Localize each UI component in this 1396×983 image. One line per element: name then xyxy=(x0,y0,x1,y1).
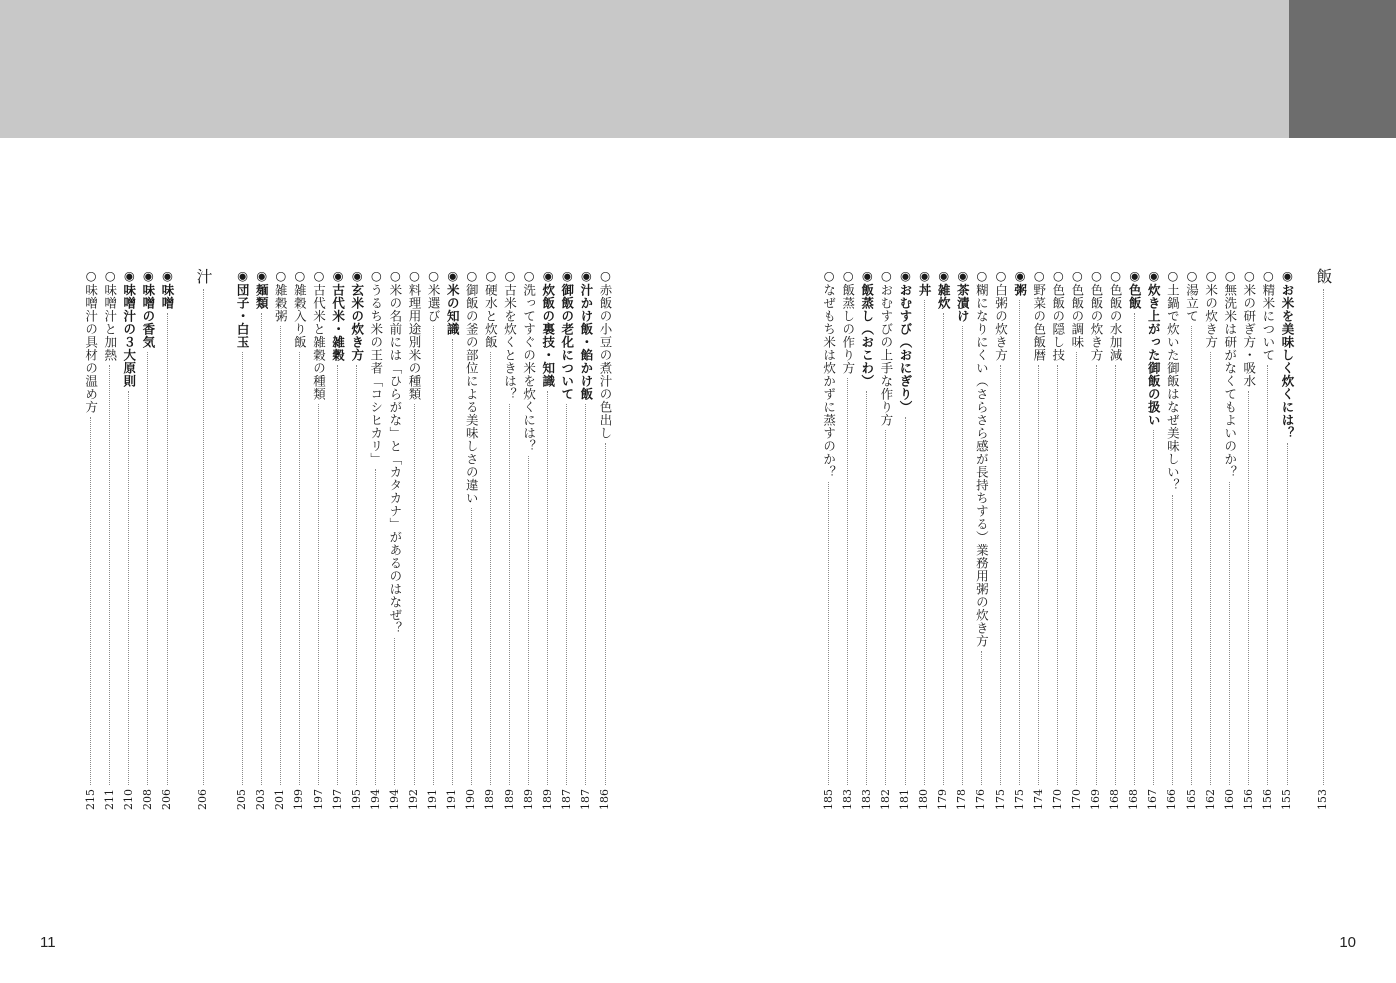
entry-title: ○古米を炊くときは？ xyxy=(502,268,518,401)
page-ref: 189 xyxy=(502,789,516,810)
dot-leader xyxy=(90,417,91,786)
page-ref: 215 xyxy=(83,789,97,810)
dot-leader xyxy=(337,365,338,786)
page-ref: 179 xyxy=(936,789,950,810)
toc-entry xyxy=(310,268,328,810)
entry-title: ○色飯の水加減 xyxy=(1108,268,1124,362)
dot-leader xyxy=(280,326,281,786)
toc-entry xyxy=(1240,268,1258,810)
toc-entry xyxy=(972,268,990,810)
entry-title: ◉汁かけ飯・餡かけ飯 xyxy=(578,268,594,401)
toc-entry xyxy=(520,268,538,810)
toc-entry xyxy=(1183,268,1201,810)
page-number-right: 10 xyxy=(1339,934,1356,951)
entry-title: ◉粥 xyxy=(1012,268,1028,297)
page-ref: 186 xyxy=(598,789,611,810)
top-band xyxy=(0,0,1396,138)
page-ref: 189 xyxy=(521,789,535,810)
toc-entry xyxy=(424,268,442,810)
toc-entry xyxy=(539,268,557,810)
entry-title: ○色飯の炊き方 xyxy=(1089,268,1104,362)
entry-title: ◉飯蒸し（おこわ） xyxy=(859,268,875,388)
dot-leader xyxy=(394,638,395,786)
dot-leader xyxy=(128,391,129,786)
entry-title: ○硬水と炊飯 xyxy=(483,268,499,349)
entry-title: ◉茶漬け xyxy=(955,268,971,323)
dot-leader xyxy=(866,391,867,786)
dot-leader xyxy=(962,326,963,786)
page-ref: 208 xyxy=(140,789,154,810)
entry-title: ○白粥の炊き方 xyxy=(993,268,1009,362)
entry-title: ◉御飯の老化について xyxy=(559,268,575,401)
dot-leader xyxy=(585,404,586,786)
entry-title: ◉色飯 xyxy=(1127,268,1143,310)
page-ref: 168 xyxy=(1108,789,1122,810)
page-ref: 156 xyxy=(1260,789,1274,810)
page-ref: 174 xyxy=(1031,789,1045,810)
entry-title: ◉玄米の炊き方 xyxy=(349,268,365,362)
toc-entry xyxy=(1202,268,1220,810)
toc-entry xyxy=(596,268,614,810)
page-ref: 187 xyxy=(559,789,573,810)
dot-leader xyxy=(1115,365,1116,786)
dot-leader xyxy=(509,404,510,786)
page-ref: 195 xyxy=(349,789,363,810)
toc-entry xyxy=(1125,268,1143,810)
page-ref: 170 xyxy=(1069,789,1083,810)
page-ref: 191 xyxy=(426,789,440,810)
toc-entry xyxy=(101,268,119,810)
dot-leader xyxy=(1096,365,1097,786)
page-ref: 155 xyxy=(1280,789,1293,810)
entry-title: ◉味噌の香気 xyxy=(140,268,156,349)
toc-entry xyxy=(1087,268,1105,810)
page-ref: 182 xyxy=(878,789,892,810)
dot-leader xyxy=(261,313,262,786)
dot-leader xyxy=(318,404,319,786)
dot-leader xyxy=(167,313,168,786)
toc-entry xyxy=(501,268,519,810)
page-ref: 194 xyxy=(387,789,401,810)
dot-leader xyxy=(414,404,415,786)
dot-leader xyxy=(1019,300,1020,786)
dot-leader xyxy=(943,313,944,786)
entry-title: ○飯蒸しの作り方 xyxy=(840,268,856,375)
toc-entry xyxy=(386,268,404,810)
page-ref: 189 xyxy=(483,789,497,810)
page-ref: 197 xyxy=(311,789,325,810)
toc-entry xyxy=(558,268,576,810)
page-ref: 153 xyxy=(1316,789,1329,810)
dot-leader xyxy=(1210,352,1211,786)
toc-entry xyxy=(934,268,952,810)
entry-title: ○米選び xyxy=(426,268,442,323)
page-ref: 170 xyxy=(1050,789,1064,810)
entry-title: ○米の研ぎ方・吸水 xyxy=(1241,268,1257,388)
toc-entry xyxy=(1106,268,1124,810)
dot-leader xyxy=(109,365,110,786)
page-ref: 206 xyxy=(160,789,173,810)
entry-title: ○料理用途別米の種類 xyxy=(407,268,422,401)
toc-entry xyxy=(462,268,480,810)
page-ref: 190 xyxy=(464,789,478,810)
page-ref: 183 xyxy=(840,789,854,810)
entry-title: ○古代米と雑穀の種類 xyxy=(311,268,327,401)
section-title: 飯 xyxy=(1314,268,1333,286)
section-heading-soup xyxy=(194,268,212,810)
entry-title: ○御飯の釜の部位による美味しさの違い xyxy=(464,268,480,505)
entry-title: ○雑穀粥 xyxy=(273,268,289,323)
entry-title: ◉味噌汁の３大原則 xyxy=(121,268,137,388)
toc-entry xyxy=(120,268,138,810)
toc-entry xyxy=(139,268,157,810)
dot-leader xyxy=(885,430,886,786)
dot-leader xyxy=(847,378,848,786)
page-ref: 169 xyxy=(1089,789,1102,810)
toc-entry xyxy=(443,268,461,810)
page-ref: 191 xyxy=(445,789,459,810)
dot-leader xyxy=(433,326,434,786)
toc-entry xyxy=(481,268,499,810)
dot-leader xyxy=(905,417,906,786)
page-ref: 203 xyxy=(254,789,268,810)
page-ref: 206 xyxy=(196,789,209,810)
toc-entry xyxy=(992,268,1010,810)
page-ref: 175 xyxy=(993,789,1007,810)
toc-entry xyxy=(877,268,895,810)
toc-entry xyxy=(839,268,857,810)
entry-title: ◉味噌 xyxy=(160,268,175,310)
page-ref: 167 xyxy=(1146,789,1160,810)
page-ref: 192 xyxy=(407,789,420,810)
entry-title: ◉丼 xyxy=(917,268,933,297)
toc-entry xyxy=(1068,268,1086,810)
toc-entry xyxy=(1049,268,1067,810)
dot-leader xyxy=(1057,365,1058,786)
page-ref: 165 xyxy=(1184,789,1198,810)
dot-leader xyxy=(1134,313,1135,786)
dot-leader xyxy=(490,352,491,786)
entry-title: ○なぜもち米は炊かずに蒸すのか？ xyxy=(821,268,837,479)
page-number-left: 11 xyxy=(40,934,56,951)
dot-leader xyxy=(528,456,529,786)
dot-leader xyxy=(1248,391,1249,786)
entry-title: ○土鍋で炊いた御飯はなぜ美味しい？ xyxy=(1165,268,1181,492)
dot-leader xyxy=(147,352,148,786)
entry-title: ○米の炊き方 xyxy=(1203,268,1219,349)
toc-entry xyxy=(915,268,933,810)
page-ref: 160 xyxy=(1222,789,1236,810)
dot-leader xyxy=(242,352,243,786)
section-heading-rice xyxy=(1314,268,1332,810)
dot-leader xyxy=(828,482,829,786)
dot-leader xyxy=(1076,352,1077,786)
dot-leader xyxy=(471,508,472,786)
dot-leader xyxy=(1229,482,1230,786)
entry-title: ○糊になりにくい（さらさら感が長持ちする）業務用粥の炊き方 xyxy=(974,268,990,648)
page-ref: 175 xyxy=(1012,789,1026,810)
entry-title: ◉お米を美味しく炊くには？ xyxy=(1280,268,1295,440)
toc-entry xyxy=(1259,268,1277,810)
entry-title: ○野菜の色飯暦 xyxy=(1031,268,1047,362)
toc-entry xyxy=(271,268,289,810)
entry-title: ◉おむすび（おにぎり） xyxy=(898,268,913,414)
dot-leader xyxy=(375,469,376,786)
entry-title: ○米の名前には「ひらがな」と「カタカナ」があるのはなぜ？ xyxy=(387,268,403,635)
page-ref: 178 xyxy=(955,789,969,810)
dot-leader xyxy=(1191,326,1192,786)
entry-title: ○洗ってすぐの米を炊くには？ xyxy=(521,268,537,453)
page-ref: 187 xyxy=(578,789,592,810)
page-ref: 183 xyxy=(859,789,873,810)
dot-leader xyxy=(1153,430,1154,786)
entry-title: ○雑穀入り飯 xyxy=(292,268,308,349)
dot-leader xyxy=(605,443,606,786)
entry-title: ◉団子・白玉 xyxy=(235,268,251,349)
toc-entry xyxy=(1144,268,1162,810)
dot-leader xyxy=(452,339,453,786)
entry-title: ◉麺類 xyxy=(254,268,270,310)
toc-entry xyxy=(896,268,914,810)
entry-title: ○色飯の隠し技 xyxy=(1050,268,1066,362)
toc-entry xyxy=(329,268,347,810)
page-ref: 162 xyxy=(1203,789,1217,810)
page-ref: 185 xyxy=(821,789,835,810)
entry-title: ○色飯の調味 xyxy=(1069,268,1085,349)
page-ref: 168 xyxy=(1127,789,1141,810)
page-ref: 180 xyxy=(917,789,931,810)
entry-title: ◉米の知識 xyxy=(445,268,461,336)
toc-entry xyxy=(348,268,366,810)
entry-title: ◉古代米・雑穀 xyxy=(330,268,346,362)
page-ref: 205 xyxy=(235,789,249,810)
toc-entry xyxy=(1278,268,1296,810)
page-ref: 189 xyxy=(540,789,554,810)
entry-title: ○味噌汁と加熱 xyxy=(102,268,118,362)
entry-title: ○味噌汁の具材の温め方 xyxy=(83,268,99,414)
dot-leader xyxy=(1267,365,1268,786)
entry-title: ○うるち米の王者「コシヒカリ」 xyxy=(368,268,384,466)
dot-leader xyxy=(1172,495,1173,786)
toc-entry xyxy=(577,268,595,810)
entry-title: ◉炊き上がった御飯の扱い xyxy=(1146,268,1162,427)
toc-entry xyxy=(233,268,251,810)
toc-entry xyxy=(1221,268,1239,810)
toc-entry xyxy=(953,268,971,810)
entry-title: ◉炊飯の裏技・知識 xyxy=(540,268,556,388)
dot-leader xyxy=(566,404,567,786)
chapter-tab xyxy=(1289,0,1396,138)
toc-entry xyxy=(82,268,100,810)
page-ref: 181 xyxy=(898,789,911,810)
toc-entry xyxy=(858,268,876,810)
page-ref: 211 xyxy=(102,789,116,810)
dot-leader xyxy=(1287,443,1288,786)
dot-leader xyxy=(1000,365,1001,786)
toc-entry xyxy=(158,268,176,810)
dot-leader xyxy=(356,365,357,786)
entry-title: ○精米について xyxy=(1260,268,1276,362)
toc-entry xyxy=(820,268,838,810)
page-ref: 199 xyxy=(292,789,306,810)
dot-leader xyxy=(547,391,548,786)
toc-entry xyxy=(1030,268,1048,810)
page-ref: 194 xyxy=(368,789,382,810)
toc-entry xyxy=(1011,268,1029,810)
dot-leader xyxy=(1038,365,1039,786)
entry-title: ○無洗米は研がなくてもよいのか？ xyxy=(1222,268,1238,479)
toc-entry xyxy=(1163,268,1181,810)
toc-entry xyxy=(405,268,423,810)
toc-entry xyxy=(290,268,308,810)
page-ref: 156 xyxy=(1241,789,1255,810)
page-ref: 176 xyxy=(974,789,988,810)
dot-leader xyxy=(299,352,300,786)
entry-title: ○おむすびの上手な作り方 xyxy=(878,268,894,427)
dot-leader xyxy=(1323,289,1324,785)
section-title: 汁 xyxy=(194,268,213,286)
page-ref: 210 xyxy=(121,789,135,810)
toc-entry xyxy=(367,268,385,810)
entry-title: ○赤飯の小豆の煮汁の色出し xyxy=(598,268,613,440)
dot-leader xyxy=(924,300,925,786)
page-ref: 197 xyxy=(330,789,344,810)
entry-title: ○湯立て xyxy=(1184,268,1200,323)
page-ref: 201 xyxy=(273,789,287,810)
toc-entry xyxy=(252,268,270,810)
entry-title: ◉雑炊 xyxy=(936,268,952,310)
page-ref: 166 xyxy=(1165,789,1179,810)
dot-leader xyxy=(203,289,204,785)
dot-leader xyxy=(981,651,982,786)
